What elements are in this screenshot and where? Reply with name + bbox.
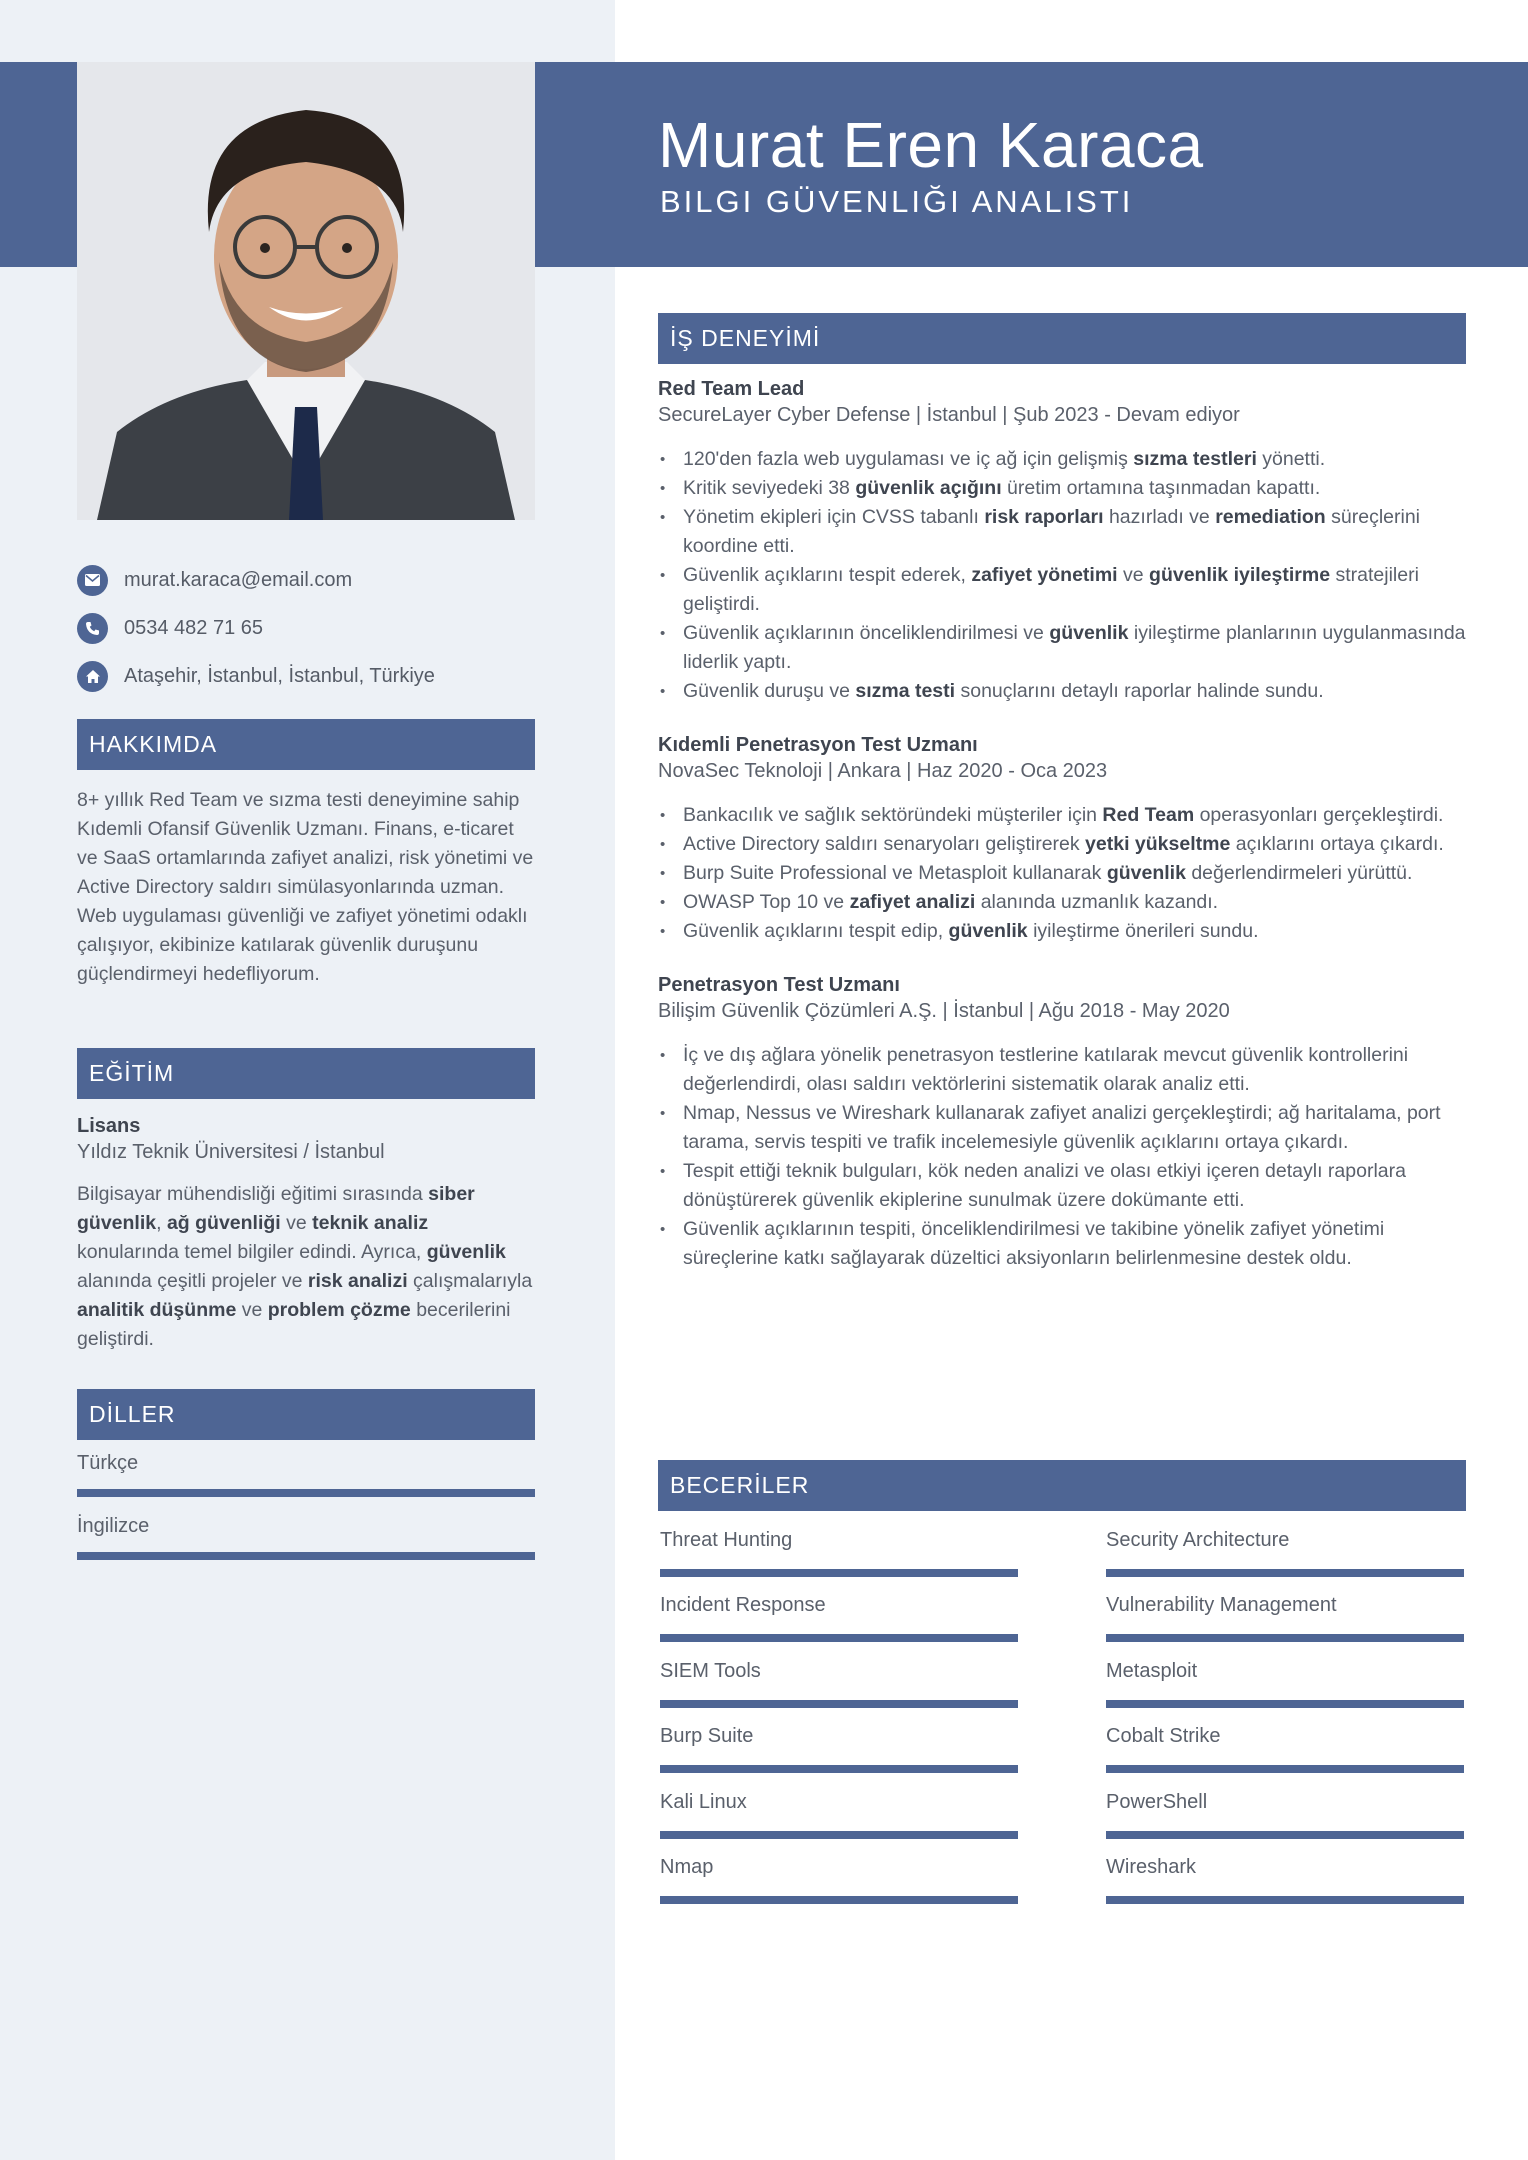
text-run: Active Directory saldırı senaryoları geliştirerek (683, 833, 1086, 855)
skill-label: PowerShell (1106, 1790, 1208, 1813)
job-meta: Bilişim Güvenlik Çözümleri A.Ş. | İstanbul | Ağu 2018 - May 2020 (658, 1000, 1230, 1022)
languages-heading: DİLLER (77, 1389, 535, 1440)
text-run: operasyonları gerçekleştirdi. (1194, 804, 1444, 826)
profile-photo (77, 62, 535, 520)
job-bullets (658, 1041, 1466, 1273)
text-run: üretim ortamına taşınmadan kapattı. (1001, 477, 1321, 499)
emphasized-text: güvenlik (426, 1241, 506, 1263)
bullet-item (658, 619, 1466, 677)
job-title: Penetrasyon Test Uzmanı (658, 974, 900, 996)
text-run: alanında çeşitli projeler ve (77, 1270, 308, 1292)
education-school: Yıldız Teknik Üniversitesi / İstanbul (77, 1141, 385, 1163)
job-bullets (658, 801, 1466, 946)
bullet-item (658, 1157, 1466, 1215)
education-section (77, 1048, 535, 1354)
text-run: , (156, 1212, 167, 1234)
text-run: Güvenlik duruşu ve (683, 680, 856, 702)
bullet-item (658, 801, 1466, 830)
text-run: süreçlerini koordine etti. (683, 506, 1421, 557)
bullet-item (658, 445, 1466, 474)
about-text: 8+ yıllık Red Team ve sızma testi deneyimine sahip Kıdemli Ofansif Güvenlik Uzmanı. Finans, e-ticaret ve SaaS ortamlarında zafiyet analizi, risk yönetimi ve Active Directory saldırı simülasyonlarında uzman. Web uygulaması güvenliği ve zafiyet yönetimi odaklı çalışıyor, ekibinize katılarak güvenlik duruşunu güçlendirmeyi hedefliyorum. (77, 789, 534, 985)
skill-level-bar (660, 1831, 1018, 1839)
emphasized-text: güvenlik (1049, 622, 1129, 644)
emphasized-text: Red Team (1102, 804, 1195, 826)
text-run: Yönetim ekipleri için CVSS tabanlı (683, 506, 985, 528)
skill-level-bar (660, 1634, 1018, 1642)
text-run: becerilerini geliştirdi. (77, 1299, 511, 1350)
skill-item (1106, 1852, 1464, 1917)
language-level-bar (77, 1489, 535, 1497)
skill-label: Kali Linux (660, 1790, 747, 1813)
skill-level-bar (1106, 1634, 1464, 1642)
text-run: OWASP Top 10 ve (683, 891, 850, 913)
text-run: hazırladı ve (1103, 506, 1216, 528)
emphasized-text: yetki yükseltme (1085, 833, 1231, 855)
job-meta: SecureLayer Cyber Defense | İstanbul | Şub 2023 - Devam ediyor (658, 404, 1240, 426)
bullet-item (658, 888, 1466, 917)
experience-section (658, 313, 1466, 1273)
bullet-item (658, 1215, 1466, 1273)
text-run: Kritik seviyedeki 38 (683, 477, 856, 499)
bullet-item (658, 859, 1466, 888)
skill-label: Vulnerability Management (1106, 1594, 1337, 1617)
about-heading: HAKKIMDA (77, 719, 535, 770)
skill-item (660, 1852, 1018, 1917)
skill-item (1106, 1721, 1464, 1786)
skill-item (660, 1787, 1018, 1852)
skills-section (658, 1460, 1466, 1511)
skill-level-bar (660, 1569, 1018, 1577)
contact-email[interactable]: murat.karaca@email.com (124, 568, 353, 591)
job-meta: NovaSec Teknoloji | Ankara | Haz 2020 - Oca 2023 (658, 760, 1108, 782)
emphasized-text: teknik analiz (312, 1212, 429, 1234)
skill-item (660, 1525, 1018, 1590)
emphasized-text: zafiyet analizi (849, 891, 976, 913)
contact-address-row (77, 652, 547, 700)
bullet-item (658, 561, 1466, 619)
text-run: Burp Suite Professional ve Metasploit kullanarak (683, 862, 1107, 884)
contact-email-row[interactable] (77, 556, 547, 604)
job-title: Red Team Lead (658, 378, 805, 400)
skills-heading: BECERİLER (658, 1460, 1466, 1511)
skill-label: Security Architecture (1106, 1529, 1290, 1551)
contact-address: Ataşehir, İstanbul, İstanbul, Türkiye (124, 664, 435, 687)
language-level-bar (77, 1552, 535, 1560)
skill-item (660, 1590, 1018, 1655)
candidate-title: BILGI GÜVENLIĞI ANALISTI (660, 184, 1134, 219)
skill-level-bar (660, 1700, 1018, 1708)
emphasized-text: risk raporları (984, 506, 1104, 528)
text-run: Nmap, Nessus ve Wireshark kullanarak zafiyet analizi gerçekleştirdi; ağ haritalama, port tarama, servis tespiti ve trafik incelemesiyle güvenlik açıklarını ortaya çıkardı. (683, 1102, 1441, 1153)
contact-phone[interactable]: 0534 482 71 65 (124, 616, 264, 639)
emphasized-text: sızma testi (855, 680, 956, 702)
text-run: stratejileri geliştirdi. (683, 564, 1419, 615)
text-run: yönetti. (1256, 448, 1326, 470)
emphasized-text: risk analizi (307, 1270, 408, 1292)
emphasized-text: analitik düşünme (77, 1299, 237, 1321)
skill-level-bar (1106, 1700, 1464, 1708)
emphasized-text: problem çözme (267, 1299, 411, 1321)
languages-section (77, 1389, 535, 1560)
skill-level-bar (1106, 1831, 1464, 1839)
job-title: Kıdemli Penetrasyon Test Uzmanı (658, 734, 978, 756)
bullet-item (658, 503, 1466, 561)
text-run: alanında uzmanlık kazandı. (975, 891, 1219, 913)
text-run: Bilgisayar mühendisliği eğitimi sırasında (77, 1183, 429, 1205)
education-description (77, 1180, 535, 1354)
skill-level-bar (1106, 1569, 1464, 1577)
text-run: İç ve dış ağlara yönelik penetrasyon testlerine katılarak mevcut güvenlik kontrollerini değerlendirdi, olası saldırı vektörlerini sistematik olarak analiz etti. (683, 1044, 1409, 1095)
skill-label: SIEM Tools (660, 1659, 761, 1682)
skill-level-bar (1106, 1896, 1464, 1904)
text-run: Güvenlik açıklarının önceliklendirilmesi ve (683, 622, 1050, 644)
bullet-item (658, 1099, 1466, 1157)
skill-label: Wireshark (1106, 1855, 1197, 1878)
skill-label: Incident Response (660, 1594, 826, 1617)
emphasized-text: zafiyet yönetimi (971, 564, 1118, 586)
education-degree: Lisans (77, 1115, 141, 1137)
skill-label: Burp Suite (660, 1725, 754, 1748)
text-run: Güvenlik açıklarını tespit edip, (683, 920, 949, 942)
home-icon (77, 661, 108, 692)
text-run: ve (1117, 564, 1150, 586)
skill-item (660, 1721, 1018, 1786)
job-entry (658, 734, 1466, 946)
bullet-item (658, 1041, 1466, 1099)
skill-item (1106, 1590, 1464, 1655)
skill-level-bar (660, 1896, 1018, 1904)
language-item (77, 1452, 535, 1497)
language-label: Türkçe (77, 1452, 139, 1474)
about-section (77, 719, 535, 989)
text-run: açıklarını ortaya çıkardı. (1230, 833, 1444, 855)
job-entry (658, 974, 1466, 1273)
education-heading: EĞİTİM (77, 1048, 535, 1099)
emphasized-text: güvenlik (948, 920, 1028, 942)
skill-level-bar (660, 1765, 1018, 1773)
text-run: ve (280, 1212, 313, 1234)
emphasized-text: güvenlik açığını (855, 477, 1002, 499)
text-run: Güvenlik açıklarını tespit ederek, (683, 564, 972, 586)
job-entry (658, 378, 1466, 706)
text-run: iyileştirme önerileri sundu. (1027, 920, 1259, 942)
text-run: çalışmalarıyla (407, 1270, 533, 1292)
emphasized-text: remediation (1215, 506, 1326, 528)
candidate-name: Murat Eren Karaca (658, 109, 1204, 181)
contact-info (77, 556, 547, 700)
text-run: Bankacılık ve sağlık sektöründeki müşteriler için (683, 804, 1103, 826)
text-run: Güvenlik açıklarının tespiti, önceliklendirilmesi ve takibine yönelik zafiyet yönetimi süreçlerine katkı sağlayarak düzeltici aksiyonların belirlenmesine destek oldu. (683, 1218, 1385, 1269)
skill-label: Threat Hunting (660, 1529, 793, 1551)
emphasized-text: sızma testleri (1133, 448, 1257, 470)
skills-grid (660, 1525, 1466, 1917)
bullet-item (658, 917, 1466, 946)
text-run: ve (236, 1299, 268, 1321)
bullet-item (658, 474, 1466, 503)
emphasized-text: güvenlik (1106, 862, 1186, 884)
language-item (77, 1515, 535, 1560)
phone-icon (77, 613, 108, 644)
text-run: iyileştirme planlarının uygulanmasında liderlik yaptı. (683, 622, 1466, 673)
language-label: İngilizce (77, 1515, 150, 1537)
text-run: değerlendirmeleri yürüttü. (1185, 862, 1413, 884)
job-bullets (658, 445, 1466, 706)
emphasized-text: güvenlik iyileştirme (1149, 564, 1331, 586)
skill-label: Metasploit (1106, 1659, 1198, 1682)
bullet-item (658, 830, 1466, 859)
languages-list (77, 1452, 535, 1560)
envelope-icon (77, 565, 108, 596)
bullet-item (658, 677, 1466, 706)
skill-item (1106, 1656, 1464, 1721)
text-run: 120'den fazla web uygulaması ve iç ağ için gelişmiş (683, 448, 1134, 470)
emphasized-text: ağ güvenliği (166, 1212, 281, 1234)
skill-item (660, 1656, 1018, 1721)
skill-item (1106, 1787, 1464, 1852)
skill-label: Nmap (660, 1855, 714, 1878)
skill-label: Cobalt Strike (1106, 1725, 1221, 1748)
contact-phone-row[interactable] (77, 604, 547, 652)
experience-heading: İŞ DENEYİMİ (658, 313, 1466, 364)
emphasized-text: siber güvenlik (77, 1183, 475, 1234)
text-run: konularında temel bilgiler edindi. Ayrıca, (77, 1241, 427, 1263)
text-run: Tespit ettiği teknik bulguları, kök neden analizi ve olası etkiyi içeren detaylı raporlara dönüştürerek güvenlik ekiplerine sunulmak üzere dokümante etti. (683, 1160, 1406, 1211)
skill-item (1106, 1525, 1464, 1590)
skill-level-bar (1106, 1765, 1464, 1773)
text-run: sonuçlarını detaylı raporlar halinde sundu. (955, 680, 1324, 702)
